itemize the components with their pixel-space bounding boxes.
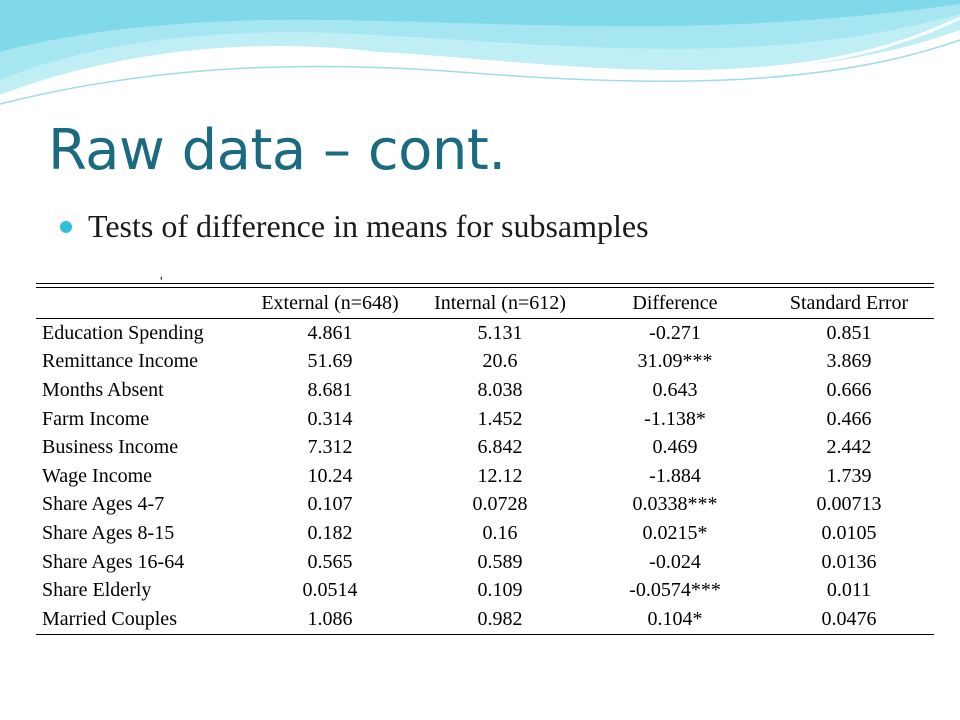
- table-cell: 0.0215*: [642, 521, 708, 544]
- row-label: Share Elderly: [42, 579, 152, 602]
- table-cell: 20.6: [482, 350, 518, 373]
- table-row: [36, 319, 934, 348]
- tick-mark: ': [160, 275, 163, 290]
- table-cell: 0.109: [477, 579, 523, 602]
- table-row: [36, 519, 934, 548]
- table-cell: 1.086: [307, 607, 353, 630]
- header-cell: Difference: [632, 291, 718, 314]
- row-label: Share Ages 8-15: [42, 521, 175, 544]
- table-cell: -1.884: [649, 464, 701, 487]
- header-cell: External (n=648): [261, 291, 399, 314]
- table-cell: 1.739: [826, 464, 872, 487]
- row-label: Months Absent: [42, 378, 164, 401]
- table-row: [36, 376, 934, 405]
- bullet-dot-icon: [60, 221, 72, 233]
- table-cell: 0.666: [826, 378, 872, 401]
- row-label: Remittance Income: [42, 350, 199, 373]
- table-cell: 31.09***: [637, 350, 713, 373]
- table-row: [36, 548, 934, 577]
- table-cell: 0.466: [826, 407, 872, 430]
- table-cell: 10.24: [307, 464, 353, 487]
- table-row: [36, 576, 934, 605]
- table-row: [36, 405, 934, 434]
- table-cell: 0.982: [477, 607, 523, 630]
- table-cell: 0.565: [307, 550, 353, 573]
- table-cell: 0.011: [826, 579, 872, 602]
- bullet-point: [60, 208, 649, 245]
- table-cell: -0.0574***: [629, 579, 721, 602]
- slide-title: Raw data – cont.: [48, 118, 506, 183]
- table-cell: 5.131: [477, 321, 523, 344]
- table-cell: -1.138*: [644, 407, 706, 430]
- table-cell: 0.104*: [647, 607, 703, 630]
- table-row: [36, 491, 934, 520]
- table-cell: 8.681: [307, 378, 353, 401]
- table-cell: 0.0728: [472, 493, 528, 516]
- table-cell: 4.861: [307, 321, 353, 344]
- table-cell: 3.869: [826, 350, 872, 373]
- row-label: Education Spending: [42, 321, 204, 344]
- table-cell: -0.271: [649, 321, 701, 344]
- table-cell: 7.312: [307, 436, 353, 459]
- row-label: Farm Income: [42, 407, 150, 430]
- table-cell: 6.842: [477, 436, 523, 459]
- table-cell: 12.12: [477, 464, 523, 487]
- header-cell: [36, 288, 246, 319]
- row-label: Business Income: [42, 436, 179, 459]
- header-wave-decoration: [0, 0, 960, 120]
- table-cell: 0.00713: [816, 493, 882, 516]
- table-cell: 0.0136: [821, 550, 877, 573]
- table-cell: 0.0514: [302, 579, 358, 602]
- header-cell: Standard Error: [789, 291, 909, 314]
- row-label: Wage Income: [42, 464, 152, 487]
- table-cell: 0.107: [307, 493, 353, 516]
- table-cell: 0.0338***: [632, 493, 718, 516]
- table-cell: 0.0476: [821, 607, 877, 630]
- table-row: [36, 433, 934, 462]
- table-cell: -0.024: [649, 550, 701, 573]
- means-table: [36, 283, 934, 635]
- table-cell: 0.469: [652, 436, 698, 459]
- row-label: Share Ages 16-64: [42, 550, 185, 573]
- table-cell: 0.16: [482, 521, 518, 544]
- table-cell: 0.589: [477, 550, 523, 573]
- table-cell: 0.0105: [821, 521, 877, 544]
- table-cell: 8.038: [477, 378, 523, 401]
- bullet-text: Tests of difference in means for subsamples: [88, 208, 649, 244]
- table-cell: 0.643: [652, 378, 698, 401]
- table-cell: 1.452: [477, 407, 523, 430]
- table-row: [36, 462, 934, 491]
- table-header-row: [36, 288, 934, 319]
- row-label: Married Couples: [42, 607, 177, 630]
- table-cell: 2.442: [826, 436, 872, 459]
- table-cell: 0.314: [307, 407, 353, 430]
- header-cell: Internal (n=612): [434, 291, 566, 314]
- table-cell: 51.69: [307, 350, 353, 373]
- table-cell: 0.182: [307, 521, 353, 544]
- row-label: Share Ages 4-7: [42, 493, 165, 516]
- table-row: [36, 605, 934, 634]
- table-cell: 0.851: [826, 321, 872, 344]
- table-row: [36, 348, 934, 377]
